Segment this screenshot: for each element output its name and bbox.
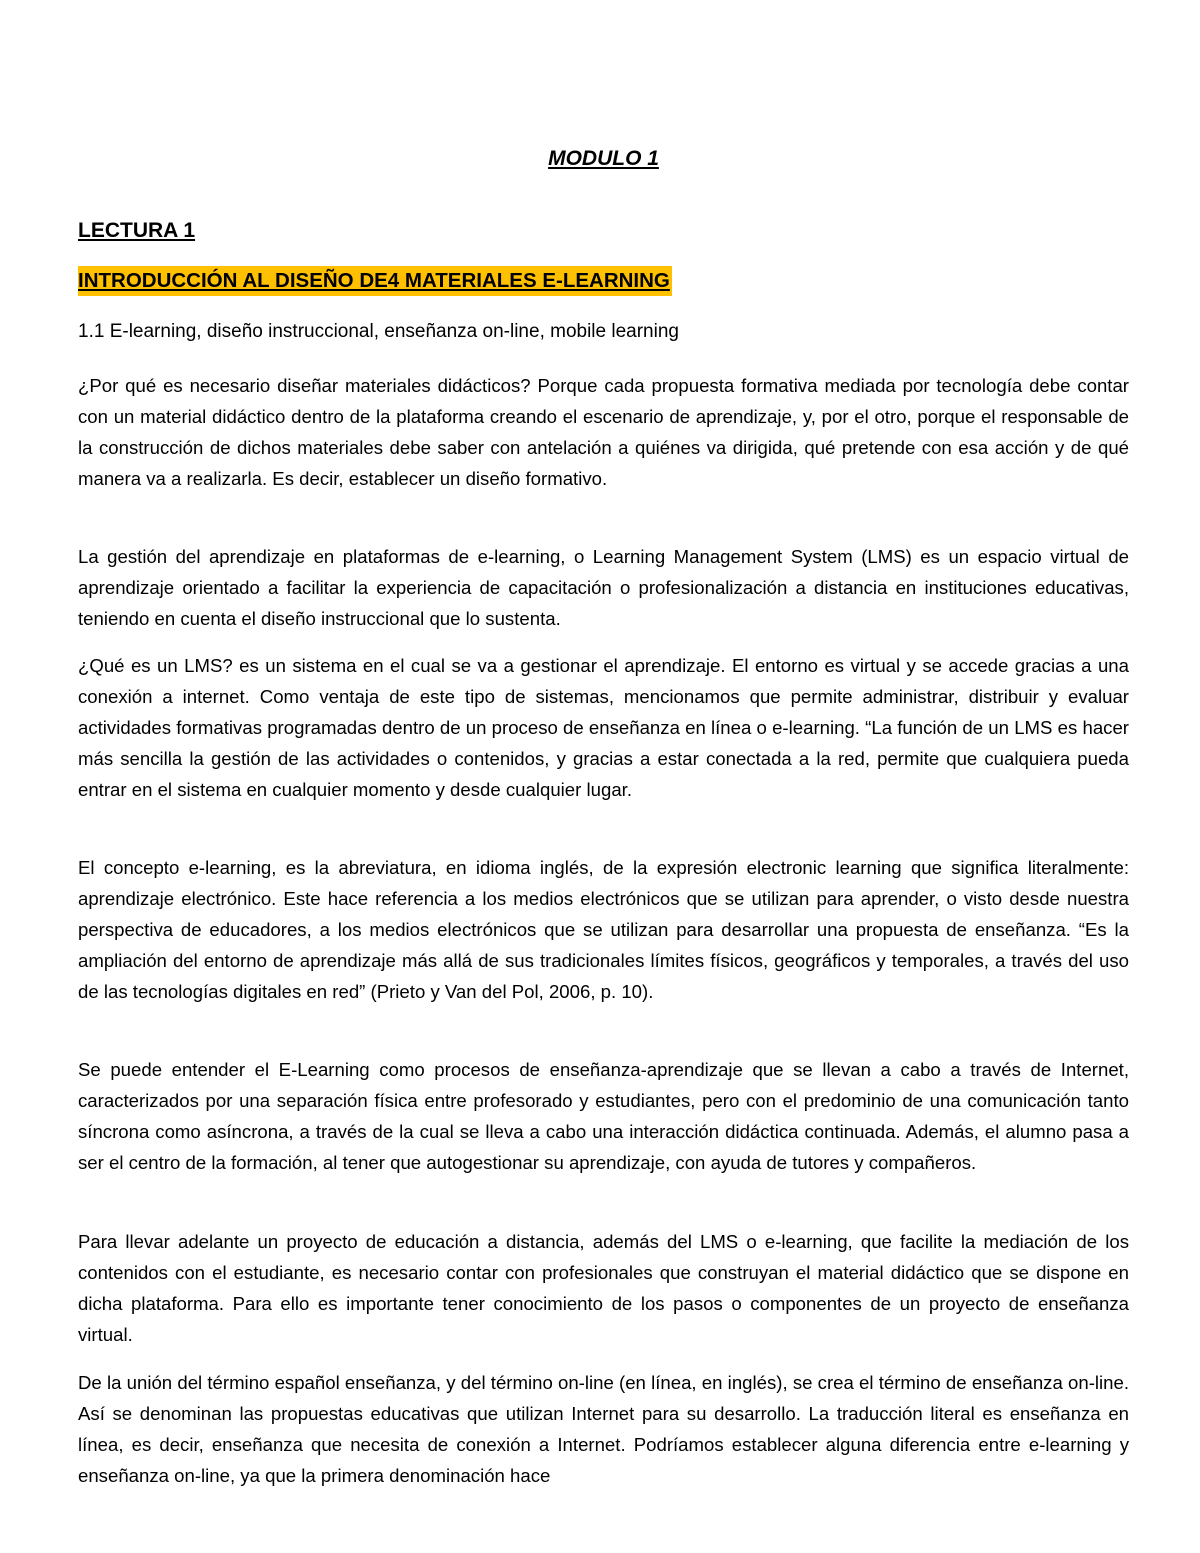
- paragraph-5: Se puede entender el E-Learning como procesos de enseñanza-aprendizaje que se llevan a cabo a través de Internet, caracterizados por una separación física entre profesorado y estudiantes, pero con el predominio de una comunicación tanto síncrona como asíncrona, a través de la cual se lleva a cabo una interacción didáctica continuada. Además, el alumno pasa a ser el centro de la formación, al tener que autogestionar su aprendizaje, con ayuda de tutores y compañeros.: [78, 1059, 1129, 1173]
- paragraph-3: ¿Qué es un LMS? es un sistema en el cual se va a gestionar el aprendizaje. El entorno es virtual y se accede gracias a una conexión a internet. Como ventaja de este tipo de sistemas, mencionamos que permite administrar, distribuir y evaluar actividades formativas programadas dentro de un proceso de enseñanza en línea o e-learning. “La función de un LMS es hacer más sencilla la gestión de las actividades o contenidos, y gracias a estar conectada a la red, permite que cualquiera pueda entrar en el sistema en cualquier momento y desde cualquier lugar.: [78, 655, 1129, 800]
- paragraph-4: El concepto e-learning, es la abreviatura, en idioma inglés, de la expresión electronic learning que significa literalmente: aprendizaje electrónico. Este hace referencia a los medios electrónicos que se utilizan para aprender, o visto desde nuestra perspectiva de educadores, a los medios electrónicos que se utilizan para desarrollar una propuesta de enseñanza. “Es la ampliación del entorno de aprendizaje más allá de sus tradicionales límites físicos, geográficos y temporales, a través del uso de las tecnologías digitales en red” (Prieto y Van del Pol, 2006, p. 10).: [78, 857, 1129, 1002]
- paragraph-6: Para llevar adelante un proyecto de educación a distancia, además del LMS o e-learning, que facilite la mediación de los contenidos con el estudiante, es necesario contar con profesionales que construyan el material didáctico que se dispone en dicha plataforma. Para ello es importante tener conocimiento de los pasos o componentes de un proyecto de enseñanza virtual.: [78, 1231, 1129, 1345]
- paragraph-1: ¿Por qué es necesario diseñar materiales didácticos? Porque cada propuesta formativa mediada por tecnología debe contar con un material didáctico dentro de la plataforma creando el escenario de aprendizaje, y, por el otro, porque el responsable de la construcción de dichos materiales debe saber con antelación a quiénes va dirigida, qué pretende con esa acción y de qué manera va a realizarla. Es decir, establecer un diseño formativo.: [78, 375, 1129, 489]
- paragraph-7: De la unión del término español enseñanza, y del término on-line (en línea, en inglés), se crea el término de enseñanza on-line. Así se denominan las propuestas educativas que utilizan Internet para su desarrollo. La traducción literal es enseñanza en línea, es decir, enseñanza que necesita de conexión a Internet. Podríamos establecer alguna diferencia entre e-learning y enseñanza on-line, ya que la primera denominación hace: [78, 1372, 1129, 1486]
- paragraph-2: La gestión del aprendizaje en plataformas de e-learning, o Learning Management System (LMS) es un espacio virtual de aprendizaje orientado a facilitar la experiencia de capacitación o profesionalización a distancia en instituciones educativas, teniendo en cuenta el diseño instruccional que lo sustenta.: [78, 546, 1129, 629]
- intro-heading: INTRODUCCIÓN AL DISEÑO DE4 MATERIALES E-LEARNING: [78, 266, 672, 296]
- reading-label: LECTURA 1: [78, 219, 196, 242]
- module-title: MODULO 1: [548, 147, 659, 170]
- section-title: 1.1 E-learning, diseño instruccional, enseñanza on-line, mobile learning: [78, 321, 679, 342]
